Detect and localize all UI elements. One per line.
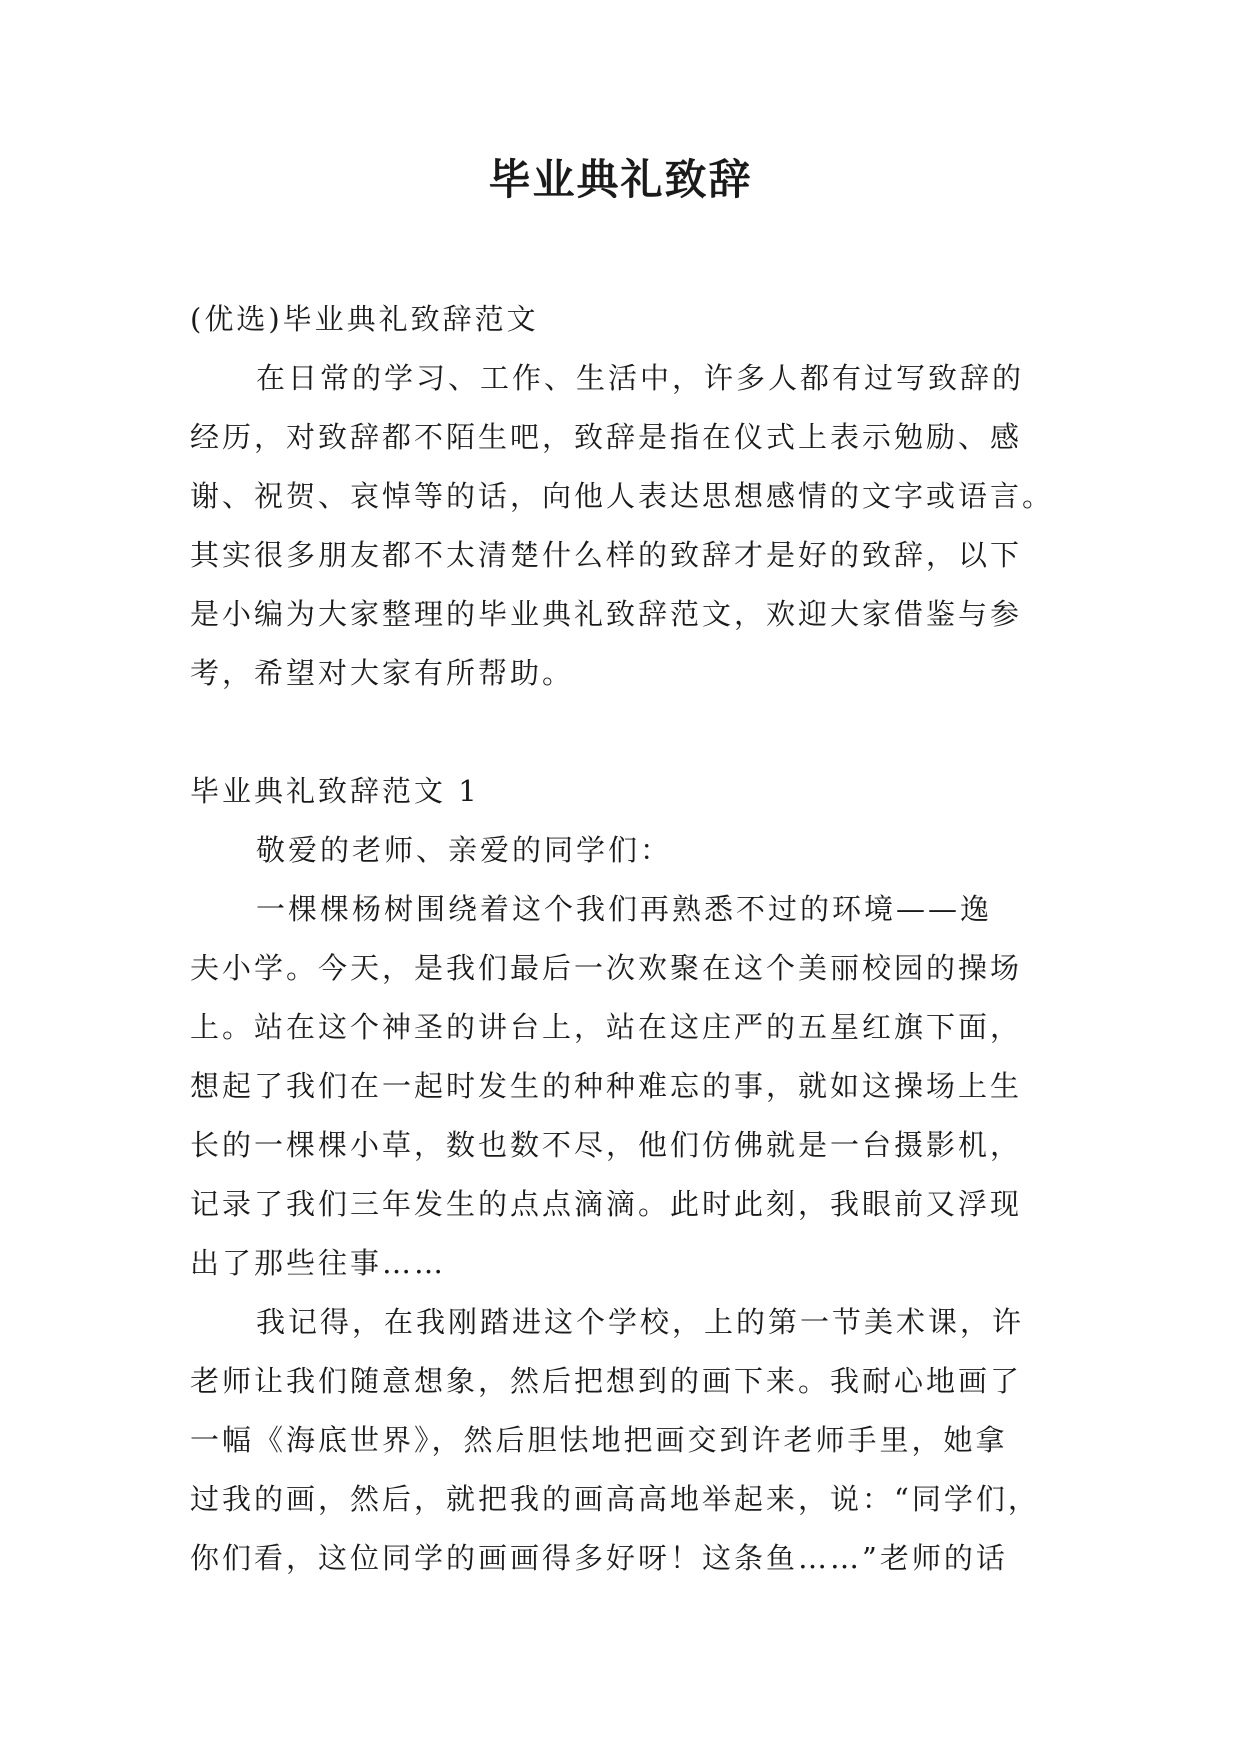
text-line: 上。站在这个神圣的讲台上，站在这庄严的五星红旗下面， bbox=[190, 1010, 1023, 1044]
text-line: 夫小学。今天，是我们最后一次欢聚在这个美丽校园的操场 bbox=[190, 951, 1023, 985]
text-line: 你们看，这位同学的画画得多好呀！这条鱼……”老师的话 bbox=[190, 1541, 1008, 1575]
paragraph-spacer bbox=[190, 703, 1060, 762]
intro-paragraph bbox=[190, 349, 1060, 703]
document-body bbox=[190, 290, 1060, 1588]
text-line: 我记得，在我刚踏进这个学校，上的第一节美术课，许 bbox=[256, 1305, 1025, 1339]
text-line: 考，希望对大家有所帮助。 bbox=[190, 656, 575, 690]
text-line: 在日常的学习、工作、生活中，许多人都有过写致辞的 bbox=[256, 361, 1025, 395]
text-line: 过我的画，然后，就把我的画高高地举起来，说：“同学们， bbox=[190, 1482, 1040, 1516]
text-line: 一棵棵杨树围绕着这个我们再熟悉不过的环境——逸 bbox=[256, 892, 993, 926]
body-paragraph-1 bbox=[190, 880, 1060, 1293]
text-line: 是小编为大家整理的毕业典礼致辞范文，欢迎大家借鉴与参 bbox=[190, 597, 1023, 631]
text-line: 经历，对致辞都不陌生吧，致辞是指在仪式上表示勉励、感 bbox=[190, 420, 1023, 454]
text-line: 一幅《海底世界》，然后胆怯地把画交到许老师手里，她拿 bbox=[190, 1423, 1008, 1457]
text-line: 想起了我们在一起时发生的种种难忘的事，就如这操场上生 bbox=[190, 1069, 1023, 1103]
body-paragraph-2 bbox=[190, 1293, 1060, 1588]
text-line: 谢、祝贺、哀悼等的话，向他人表达思想感情的文字或语言。 bbox=[190, 479, 1055, 513]
section-heading: 毕业典礼致辞范文 1 bbox=[190, 774, 480, 808]
text-line: 老师让我们随意想象，然后把想到的画下来。我耐心地画了 bbox=[190, 1364, 1023, 1398]
greeting: 敬爱的老师、亲爱的同学们： bbox=[256, 833, 673, 867]
text-line: 长的一棵棵小草，数也数不尽，他们仿佛就是一台摄影机， bbox=[190, 1128, 1023, 1162]
text-line: 其实很多朋友都不太清楚什么样的致辞才是好的致辞，以下 bbox=[190, 538, 1023, 572]
document-title: 毕业典礼致辞 bbox=[488, 155, 753, 204]
text-line: 出了那些往事…… bbox=[190, 1246, 447, 1280]
text-line: 记录了我们三年发生的点点滴滴。此时此刻，我眼前又浮现 bbox=[190, 1187, 1023, 1221]
document-subtitle: (优选)毕业典礼致辞范文 bbox=[190, 302, 539, 336]
